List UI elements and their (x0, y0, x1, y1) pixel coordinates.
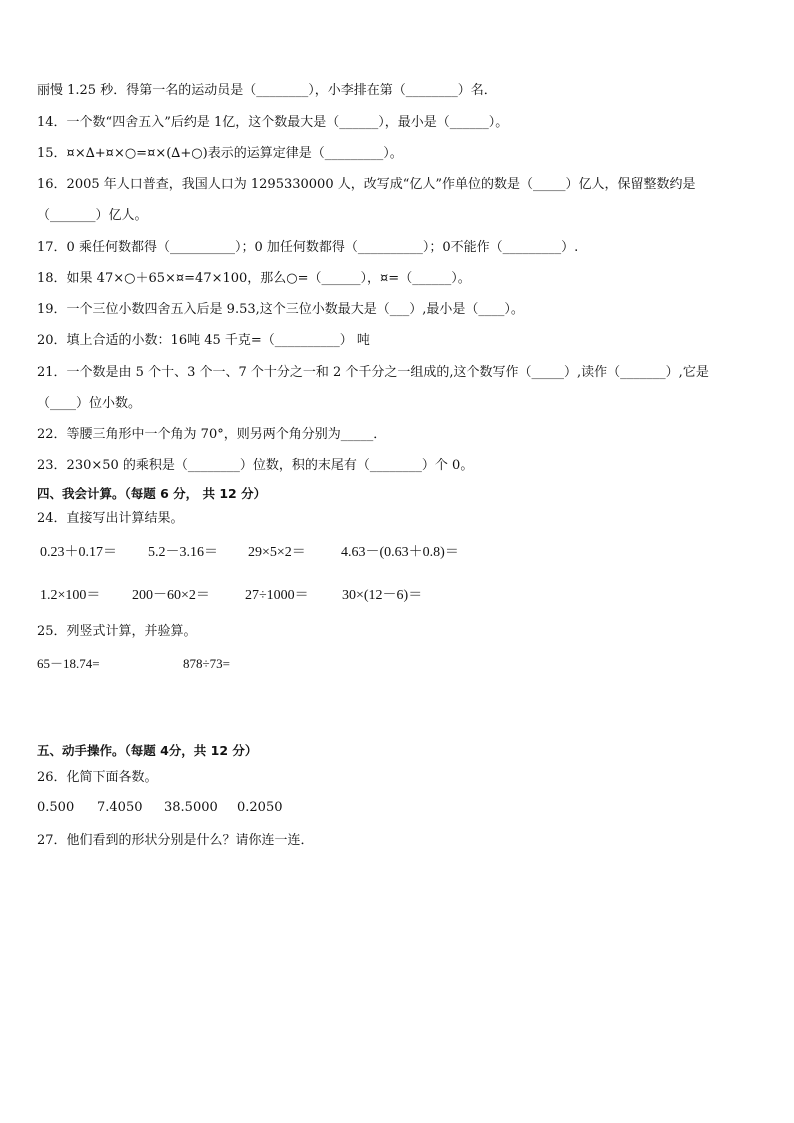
calc-item: 29×5×2＝ (248, 545, 306, 560)
q13-continuation: 丽慢 1.25 秒．得第一名的运动员是（________），小李排在第（________）名． (37, 83, 497, 98)
q23: 23．230×50 的乘积是（________）位数，积的末尾有（________）个 0。 (37, 458, 474, 473)
q22: 22．等腰三角形中一个角为 70°，则另两个角分别为_____． (37, 427, 387, 442)
q19: 19．一个三位小数四舍五入后是 9.53,这个三位小数最大是（___）,最小是（____）。 (37, 302, 524, 317)
q17: 17．0 乘任何数都得（__________）；0 加任何数都得（__________）；0不能作（_________）. (37, 240, 579, 255)
q27: 27．他们看到的形状分别是什么？请你连一连． (37, 833, 314, 848)
calc-item: 1.2×100＝ (40, 588, 101, 603)
q25-item: 65－18.74= (37, 656, 100, 671)
section-5-heading: 五、动手操作。（每题 4分，共 12 分） (37, 743, 258, 758)
section-4-heading: 四、我会计算。（每题 6 分， 共 12 分） (37, 486, 267, 501)
q21: 21．一个数是由 5 个十、3 个一、7 个十分之一和 2 个千分之一组成的,这个数写作（_____）,读作（_______）,它是 (37, 365, 709, 380)
calc-item: 4.63－(0.63＋0.8)＝ (341, 545, 459, 560)
calc-item: 200－60×2＝ (132, 588, 210, 603)
q26: 26．化简下面各数。 (37, 770, 158, 785)
q16-continuation: （_______）亿人。 (37, 208, 148, 223)
calc-item: 5.2－3.16＝ (148, 545, 218, 560)
calc-item: 27÷1000＝ (245, 588, 309, 603)
q26-item: 7.4050 (97, 800, 143, 815)
q26-item: 0.500 (37, 800, 75, 815)
calc-item: 0.23＋0.17＝ (40, 545, 117, 560)
q26-item: 0.2050 (237, 800, 283, 815)
q25: 25．列竖式计算，并验算。 (37, 624, 197, 639)
q14: 14．一个数“四舍五入”后约是 1亿，这个数最大是（______），最小是（______）。 (37, 115, 509, 130)
q25-item: 878÷73= (183, 656, 230, 671)
q21-continuation: （____）位小数。 (37, 396, 142, 411)
q15: 15．¤×∆+¤×○=¤×(∆+○)表示的运算定律是（_________）。 (37, 146, 403, 161)
q26-item: 38.5000 (164, 800, 218, 815)
q20: 20．填上合适的小数：16吨 45 千克=（__________） 吨 (37, 333, 370, 348)
calc-item: 30×(12－6)＝ (342, 588, 423, 603)
q18: 18．如果 47×○＋65×¤=47×100，那么○=（______），¤=（______）。 (37, 271, 471, 286)
q16: 16．2005 年人口普查，我国人口为 1295330000 人，改写成“亿人”作单位的数是（_____）亿人，保留整数约是 (37, 177, 696, 192)
q24: 24．直接写出计算结果。 (37, 511, 184, 526)
